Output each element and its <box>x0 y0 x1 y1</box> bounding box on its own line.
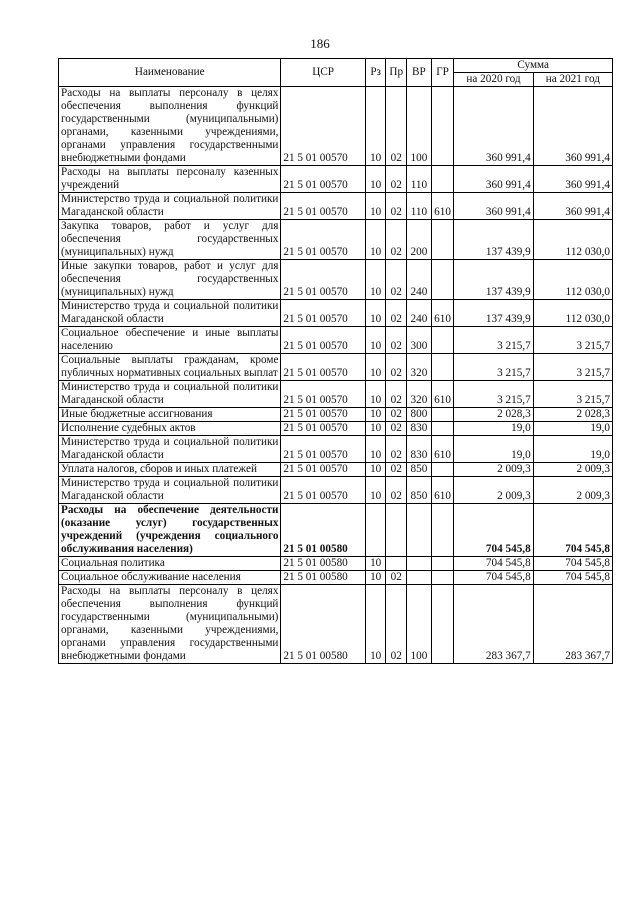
row-name: Закупка товаров, работ и услуг для обеспечения государственных (муниципальных) нужд <box>59 220 281 260</box>
row-name: Расходы на обеспечение деятельности (оказание услуг) государственных учреждений (учреждения социального обслуживания населения) <box>59 504 281 557</box>
row-name: Министерство труда и социальной политики Магаданской области <box>59 477 281 504</box>
row-gr: 610 <box>431 300 454 327</box>
row-rz: 10 <box>365 463 386 477</box>
row-sum-2021: 704 545,8 <box>533 571 612 585</box>
row-vr: 110 <box>407 166 432 193</box>
table-row <box>59 436 613 463</box>
row-name: Исполнение судебных актов <box>59 422 281 436</box>
row-vr: 100 <box>407 585 432 664</box>
page-number: 186 <box>310 36 330 51</box>
row-name: Социальные выплаты гражданам, кроме публичных нормативных социальных выплат <box>59 354 281 381</box>
row-pr: 02 <box>386 422 407 436</box>
budget-table <box>58 58 613 664</box>
row-gr <box>431 504 454 557</box>
row-sum-2021: 2 009,3 <box>533 463 612 477</box>
row-sum-2021: 112 030,0 <box>533 260 612 300</box>
row-pr <box>386 557 407 571</box>
row-name: Министерство труда и социальной политики Магаданской области <box>59 381 281 408</box>
row-vr: 100 <box>407 87 432 166</box>
row-vr: 200 <box>407 220 432 260</box>
table-row <box>59 571 613 585</box>
row-pr: 02 <box>386 300 407 327</box>
table-row <box>59 504 613 557</box>
row-sum-2020: 3 215,7 <box>454 327 533 354</box>
row-name: Уплата налогов, сборов и иных платежей <box>59 463 281 477</box>
table-row <box>59 585 613 664</box>
row-sum-2020: 2 009,3 <box>454 463 533 477</box>
table-row <box>59 193 613 220</box>
row-pr: 02 <box>386 571 407 585</box>
row-pr: 02 <box>386 585 407 664</box>
row-name: Министерство труда и социальной политики Магаданской области <box>59 436 281 463</box>
table-row <box>59 557 613 571</box>
row-pr: 02 <box>386 354 407 381</box>
row-rz: 10 <box>365 354 386 381</box>
row-gr: 610 <box>431 381 454 408</box>
table-row <box>59 408 613 422</box>
row-gr <box>431 354 454 381</box>
row-gr <box>431 463 454 477</box>
row-pr: 02 <box>386 463 407 477</box>
row-sum-2021: 360 991,4 <box>533 87 612 166</box>
row-rz: 10 <box>365 436 386 463</box>
row-sum-2021: 3 215,7 <box>533 381 612 408</box>
row-gr: 610 <box>431 477 454 504</box>
row-gr <box>431 327 454 354</box>
row-name: Расходы на выплаты персоналу в целях обеспечения выполнения функций государственными (муниципальными) органами, казенными учреждениями, органами управления государственными внебюджетными фондами <box>59 87 281 166</box>
row-name: Расходы на выплаты персоналу казенных учреждений <box>59 166 281 193</box>
row-pr: 02 <box>386 220 407 260</box>
row-rz: 10 <box>365 571 386 585</box>
table-row <box>59 166 613 193</box>
row-csr: 21 5 01 00570 <box>281 220 365 260</box>
row-sum-2021: 704 545,8 <box>533 504 612 557</box>
row-sum-2021: 2 009,3 <box>533 477 612 504</box>
row-csr: 21 5 01 00570 <box>281 166 365 193</box>
row-csr: 21 5 01 00580 <box>281 557 365 571</box>
row-sum-2020: 137 439,9 <box>454 300 533 327</box>
row-csr: 21 5 01 00580 <box>281 585 365 664</box>
row-rz <box>365 504 386 557</box>
row-sum-2021: 2 028,3 <box>533 408 612 422</box>
row-csr: 21 5 01 00570 <box>281 193 365 220</box>
row-gr <box>431 585 454 664</box>
row-name: Министерство труда и социальной политики Магаданской области <box>59 300 281 327</box>
row-csr: 21 5 01 00570 <box>281 300 365 327</box>
row-rz: 10 <box>365 477 386 504</box>
row-gr: 610 <box>431 193 454 220</box>
row-gr: 610 <box>431 436 454 463</box>
row-rz: 10 <box>365 422 386 436</box>
table-row <box>59 260 613 300</box>
row-sum-2020: 360 991,4 <box>454 87 533 166</box>
table-row <box>59 300 613 327</box>
row-name: Министерство труда и социальной политики Магаданской области <box>59 193 281 220</box>
row-name: Иные закупки товаров, работ и услуг для обеспечения государственных (муниципальных) нужд <box>59 260 281 300</box>
row-vr: 320 <box>407 354 432 381</box>
row-pr: 02 <box>386 166 407 193</box>
row-sum-2020: 137 439,9 <box>454 220 533 260</box>
row-sum-2021: 704 545,8 <box>533 557 612 571</box>
row-sum-2021: 360 991,4 <box>533 193 612 220</box>
row-csr: 21 5 01 00570 <box>281 408 365 422</box>
row-pr: 02 <box>386 87 407 166</box>
row-gr <box>431 166 454 193</box>
table-row <box>59 327 613 354</box>
row-sum-2020: 704 545,8 <box>454 571 533 585</box>
header-vr: ВР <box>407 59 432 87</box>
row-sum-2021: 112 030,0 <box>533 220 612 260</box>
row-sum-2021: 3 215,7 <box>533 327 612 354</box>
table-row <box>59 477 613 504</box>
row-rz: 10 <box>365 381 386 408</box>
header-sum: Сумма <box>454 59 613 73</box>
header-rz: Рз <box>365 59 386 87</box>
row-sum-2021: 283 367,7 <box>533 585 612 664</box>
row-pr <box>386 504 407 557</box>
row-sum-2020: 360 991,4 <box>454 166 533 193</box>
row-csr: 21 5 01 00580 <box>281 571 365 585</box>
row-rz: 10 <box>365 220 386 260</box>
row-rz: 10 <box>365 300 386 327</box>
row-pr: 02 <box>386 193 407 220</box>
row-vr: 850 <box>407 477 432 504</box>
row-name: Социальное обслуживание населения <box>59 571 281 585</box>
row-gr <box>431 557 454 571</box>
row-rz: 10 <box>365 585 386 664</box>
row-vr: 320 <box>407 381 432 408</box>
row-vr: 850 <box>407 463 432 477</box>
table-header <box>59 59 613 87</box>
row-csr: 21 5 01 00570 <box>281 327 365 354</box>
row-vr <box>407 571 432 585</box>
row-vr <box>407 557 432 571</box>
row-sum-2021: 360 991,4 <box>533 166 612 193</box>
row-csr: 21 5 01 00570 <box>281 354 365 381</box>
header-year-2021: на 2021 год <box>533 73 612 87</box>
table-row <box>59 220 613 260</box>
row-vr: 110 <box>407 193 432 220</box>
row-name: Расходы на выплаты персоналу в целях обеспечения выполнения функций государственными (муниципальными) органами, казенными учреждениями, органами управления государственными внебюджетными фондами <box>59 585 281 664</box>
row-sum-2020: 19,0 <box>454 422 533 436</box>
row-rz: 10 <box>365 193 386 220</box>
row-csr: 21 5 01 00570 <box>281 463 365 477</box>
row-sum-2020: 2 009,3 <box>454 477 533 504</box>
row-csr: 21 5 01 00580 <box>281 504 365 557</box>
row-name: Социальное обеспечение и иные выплаты населению <box>59 327 281 354</box>
row-pr: 02 <box>386 408 407 422</box>
table-row <box>59 354 613 381</box>
row-vr: 830 <box>407 436 432 463</box>
row-sum-2021: 3 215,7 <box>533 354 612 381</box>
row-csr: 21 5 01 00570 <box>281 422 365 436</box>
row-gr <box>431 220 454 260</box>
row-sum-2020: 2 028,3 <box>454 408 533 422</box>
row-gr <box>431 571 454 585</box>
row-rz: 10 <box>365 260 386 300</box>
row-rz: 10 <box>365 166 386 193</box>
row-pr: 02 <box>386 327 407 354</box>
row-sum-2020: 360 991,4 <box>454 193 533 220</box>
header-name: Наименование <box>59 59 281 87</box>
row-vr: 800 <box>407 408 432 422</box>
row-vr: 300 <box>407 327 432 354</box>
table-row <box>59 381 613 408</box>
header-pr: Пр <box>386 59 407 87</box>
row-name: Социальная политика <box>59 557 281 571</box>
row-pr: 02 <box>386 477 407 504</box>
row-sum-2020: 137 439,9 <box>454 260 533 300</box>
row-rz: 10 <box>365 87 386 166</box>
row-vr: 830 <box>407 422 432 436</box>
row-rz: 10 <box>365 408 386 422</box>
row-csr: 21 5 01 00570 <box>281 381 365 408</box>
row-rz: 10 <box>365 327 386 354</box>
row-gr <box>431 260 454 300</box>
table-row <box>59 87 613 166</box>
row-vr: 240 <box>407 260 432 300</box>
row-vr <box>407 504 432 557</box>
row-sum-2020: 283 367,7 <box>454 585 533 664</box>
row-name: Иные бюджетные ассигнования <box>59 408 281 422</box>
row-sum-2021: 19,0 <box>533 422 612 436</box>
row-sum-2020: 3 215,7 <box>454 381 533 408</box>
row-csr: 21 5 01 00570 <box>281 260 365 300</box>
row-sum-2020: 704 545,8 <box>454 557 533 571</box>
row-sum-2021: 112 030,0 <box>533 300 612 327</box>
row-vr: 240 <box>407 300 432 327</box>
row-csr: 21 5 01 00570 <box>281 87 365 166</box>
row-csr: 21 5 01 00570 <box>281 477 365 504</box>
row-gr <box>431 422 454 436</box>
row-sum-2021: 19,0 <box>533 436 612 463</box>
row-rz: 10 <box>365 557 386 571</box>
row-sum-2020: 19,0 <box>454 436 533 463</box>
table-row <box>59 463 613 477</box>
table-body <box>59 87 613 664</box>
row-gr <box>431 408 454 422</box>
row-pr: 02 <box>386 436 407 463</box>
table-row <box>59 422 613 436</box>
row-sum-2020: 704 545,8 <box>454 504 533 557</box>
row-csr: 21 5 01 00570 <box>281 436 365 463</box>
row-gr <box>431 87 454 166</box>
row-pr: 02 <box>386 260 407 300</box>
header-gr: ГР <box>431 59 454 87</box>
header-csr: ЦСР <box>281 59 365 87</box>
row-sum-2020: 3 215,7 <box>454 354 533 381</box>
header-year-2020: на 2020 год <box>454 73 533 87</box>
row-pr: 02 <box>386 381 407 408</box>
